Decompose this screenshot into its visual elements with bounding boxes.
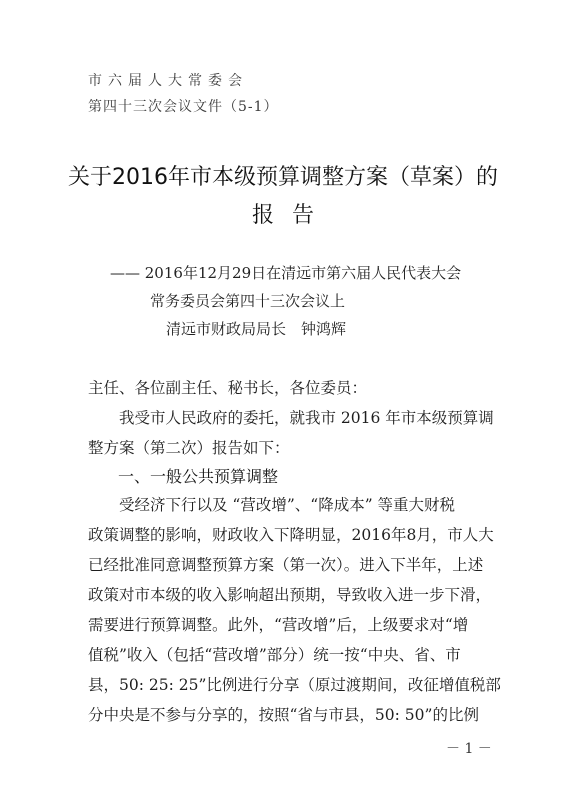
paragraph-line: 需要进行预算调整。此外，“营改增”后，上级要求对“增 — [88, 616, 469, 634]
byline-date-venue: —— 2016年12月29日在清远市第六届人民代表大会 — [110, 264, 462, 282]
intro-line-1: 我受市人民政府的委托，就我市 2016 年市本级预算调 — [88, 409, 494, 427]
paragraph-line: 受经济下行以及 “营改增”、“降成本” 等重大财税 — [88, 496, 456, 514]
paragraph-line: 县，50: 25: 25”比例进行分享（原过渡期间，改征增值税部 — [88, 676, 501, 694]
paragraph-line: 分中央是不参与分享的，按照“省与市县，50: 50”的比例 — [88, 706, 479, 724]
header-org: 市六届人大常委会 — [88, 73, 248, 89]
paragraph-line: 政策调整的影响，财政收入下降明显，2016年8月，市人大 — [88, 526, 494, 544]
intro-line-2: 整方案（第二次）报告如下： — [88, 439, 290, 457]
byline-speaker: 清远市财政局局长 钟鸿辉 — [166, 320, 347, 338]
salutation: 主任、各位副主任、秘书长，各位委员： — [88, 379, 368, 397]
section-heading: 一、一般公共预算调整 — [118, 467, 279, 486]
byline-meeting: 常务委员会第四十三次会议上 — [150, 292, 346, 310]
paragraph-line: 值税”收入（包括“营改增”部分）统一按“中央、省、市 — [88, 646, 461, 664]
page-number: － 1 － — [446, 741, 492, 757]
header-doc-number: 第四十三次会议文件（5-1） — [88, 99, 279, 115]
title-line-1: 关于2016年市本级预算调整方案（草案）的 — [68, 165, 498, 190]
title-line-2: 报告 — [251, 203, 332, 228]
paragraph-line: 已经批准同意调整预算方案（第一次）。进入下半年，上述 — [88, 556, 484, 574]
paragraph-line: 政策对市本级的收入影响超出预期，导致收入进一步下滑， — [88, 586, 492, 604]
